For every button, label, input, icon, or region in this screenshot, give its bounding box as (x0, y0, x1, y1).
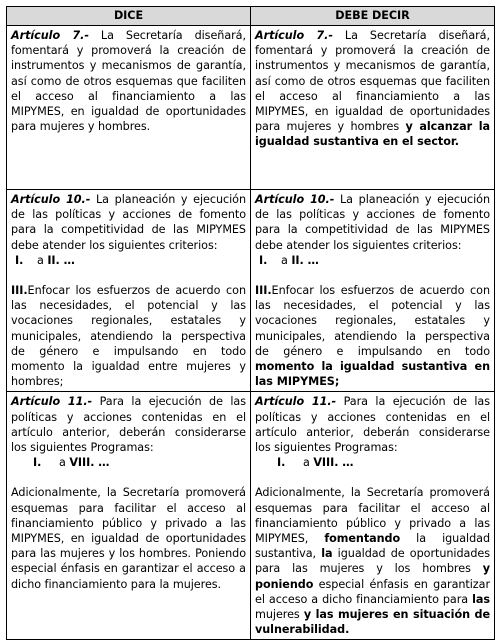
art11-debe-decir-paragraph: Adicionalmente, la Secretaría promoverá esquemas para facilitar el acceso al financiamiento público y privado a las MIPYMES, fomentando la igualdad sustantiva, la igualdad de oportunidades para las mujeres y los hombres y poniendo especial énfasis en garantizar el acceso a dicho financiamiento para las mujeres y las mujeres en situación de vulnerabilidad. (255, 486, 490, 637)
header-debe-decir: DEBE DECIR (251, 7, 495, 26)
art10-added-text: momento la igualdad sustantiva en las MIPYMES; (255, 360, 490, 389)
art7-dice-cell (7, 26, 251, 190)
header-dice: DICE (7, 7, 251, 26)
art11-debe-decir-cell (251, 392, 495, 640)
art7-debe-decir-text: Artículo 7.- La Secretaría diseñará, fomentará y promoverá la creación de instrumentos y mecanismos de garantía, así como de otros esquemas que faciliten el acceso al financiamiento a las MIPYMES, en igualdad de oportunidades para mujeres y hombres y alcanzar la igualdad sustantiva en el sector. (255, 29, 490, 149)
comparison-table (6, 6, 495, 640)
art10-dice-cell (7, 190, 251, 392)
art11-debe-decir-item-range: I. a VIII. … (277, 456, 354, 470)
art11-dice-paragraph: Adicionalmente, la Secretaría promoverá esquemas para facilitar el acceso al financiamiento público y privado a las MIPYMES, en igualdad de oportunidades para las mujeres y los hombres. Poniendo especial énfasis en garantizar el acceso a dicho financiamiento para la mujeres. (11, 486, 246, 591)
art11-dice-cell (7, 392, 251, 640)
art7-added-text: y alcanzar la igualdad sustantiva en el sector. (255, 120, 490, 149)
art10-dice-fraccion-iii: III.Enfocar los esfuerzos de acuerdo con las necesidades, el potencial y las vocaciones regionales, estatales y municipales, atendiendo la perspectiva de género e impulsando en todo momento la igualdad entre mujeres y hombres; (11, 284, 246, 389)
art10-debe-decir-item-range: I. a II. … (259, 253, 319, 267)
art7-dice-text: Artículo 7.- La Secretaría diseñará, fomentará y promoverá la creación de instrumentos y mecanismos de garantía, así como de otros esquemas que faciliten el acceso al financiamiento a las MIPYMES, en igualdad de oportunidades para mujeres y hombres. (11, 29, 246, 134)
art11-debe-decir-intro: Artículo 11.- Para la ejecución de las políticas y acciones contenidas en el artículo anterior, deberán considerarse los siguientes Programas: (255, 395, 491, 455)
art7-debe-decir-cell (251, 26, 495, 190)
art10-debe-decir-intro: Artículo 10.- La planeación y ejecución de las políticas y acciones de fomento para la competitividad de las MIPYMES debe atender los siguientes criterios: (255, 193, 490, 252)
art10-dice-intro: Artículo 10.- La planeación y ejecución de las políticas y acciones de fomento para la competitividad de las MIPYMES debe atender los siguientes criterios: (11, 193, 246, 252)
art10-debe-decir-cell (251, 190, 495, 392)
art10-debe-decir-fraccion-iii: III.Enfocar los esfuerzos de acuerdo con las necesidades, el potencial y las vocaciones regionales, estatales y municipales, atendiendo la perspectiva de género e impulsando en todo momento la igualdad sustantiva en las MIPYMES; (255, 284, 490, 389)
art10-dice-item-range: I. a II. … (15, 253, 75, 267)
art11-dice-item-range: I. a VIII. … (33, 456, 110, 470)
art11-dice-intro: Artículo 11.- Para la ejecución de las políticas y acciones contenidas en el artículo anterior, deberán considerarse los siguientes Programas: (11, 395, 247, 455)
